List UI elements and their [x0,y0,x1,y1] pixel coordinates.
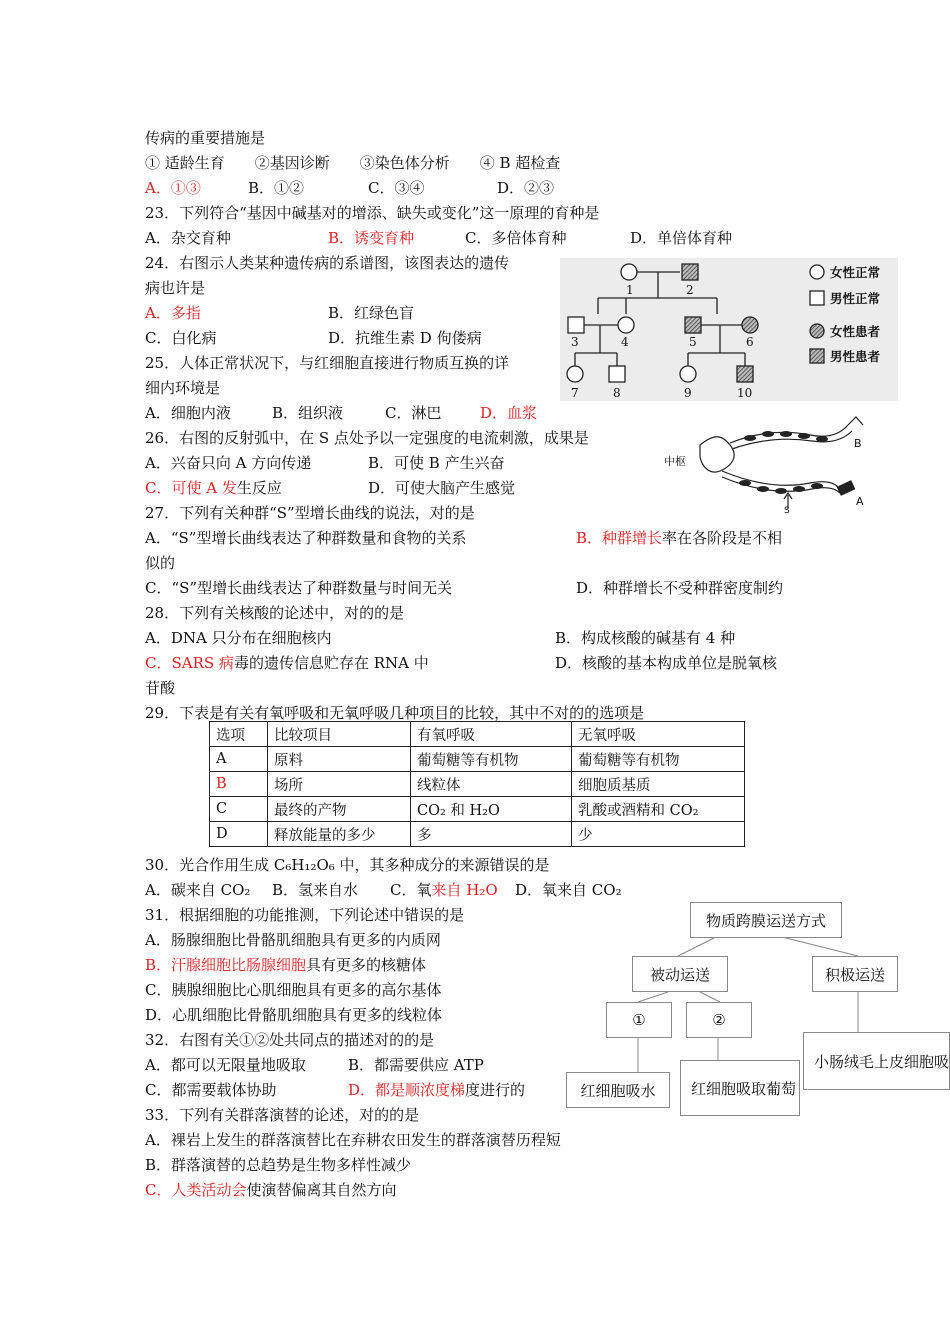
table-header-cell: 无氧呼吸 [572,722,745,747]
table-cell: 释放能量的多少 [268,822,411,847]
q24-option-b: B．红绿色盲 [328,304,415,322]
pedigree-individual-8 [609,366,625,382]
table-row [210,747,745,772]
pedigree-num-7: 7 [571,386,579,400]
q33-stem: 33．下列有关群落演替的论述，对的的是 [145,1106,420,1124]
q33-option-c-highlight: C．人类活动会 [145,1181,247,1199]
q27-option-c: C．“S”型增长曲线表达了种群数量与时间无关 [145,579,453,597]
q23-option-a: A．杂交育种 [145,229,231,247]
q28-option-a: A．DNA 只分布在细胞核内 [145,629,332,647]
q28-option-c-rest: 毒的遗传信息贮存在 RNA 中 [233,654,429,672]
q33-option-a: A．裸岩上发生的群落演替比在弃耕农田发生的群落演替历程短 [145,1131,561,1149]
pedigree-individual-7 [567,366,583,382]
pedigree-num-10: 10 [737,386,753,400]
q22-option-b: B．①② [248,179,305,197]
table-cell: 乳酸或酒精和 CO₂ [572,797,745,822]
table-cell: 线粒体 [411,772,572,797]
q28-stem: 28．下列有关核酸的论述中，对的的是 [145,604,405,622]
pedigree-individual-6 [742,317,758,333]
legend-female-normal: 女性正常 [830,265,881,280]
reflex-arc-diagram [660,405,870,515]
q32-stem: 32．右图有关①②处共同点的描述对的的是 [145,1031,435,1049]
q23-stem: 23．下列符合“基因中碱基对的增添、缺失或变化”这一原理的育种是 [145,204,600,222]
table-cell: 原料 [268,747,411,772]
q32-option-c: C．都需要载体协助 [145,1081,277,1099]
pedigree-num-3: 3 [571,335,579,349]
red-cell-glucose-box: 红细胞吸取葡萄 [680,1060,800,1116]
q25-stem: 25．人体正常状况下，与红细胞直接进行物质互换的详 [145,354,510,372]
q23-option-b: B．诱变育种 [328,229,415,247]
q28-option-c-highlight: C．SARS 病 [145,654,234,672]
table-header-cell: 比较项目 [268,722,411,747]
q22-option-a: A．①③ [145,179,201,197]
pedigree-individual-3 [568,317,584,333]
q30-option-a: A．碳来自 CO₂ [145,881,251,899]
q30-option-c-prefix: C．氧 [390,881,432,899]
q26-option-d: D．可使大脑产生感觉 [368,479,516,497]
q31-option-a: A．肠腺细胞比骨骼肌细胞具有更多的内质网 [145,931,441,949]
q27-option-b-cont: 似的 [145,554,176,572]
q27-option-b-rest: 率在各阶段是不相 [662,529,783,547]
q29-stem: 29．下表是有关有氧呼吸和无氧呼吸几种项目的比较，其中不对的的选项是 [145,704,645,722]
passive-transport-box: 被动运送 [632,956,728,992]
table-row [210,797,745,822]
q26-stem: 26．右图的反射弧中，在 S 点处予以一定强度的电流刺激，成果是 [145,429,589,447]
pedigree-num-8: 8 [613,386,621,400]
q27-option-a: A．“S”型增长曲线表达了种群数量和食物的关系 [145,529,467,547]
table-cell: 多 [411,822,572,847]
q30-option-c [390,880,498,900]
q24-option-a: A．多指 [145,304,201,322]
q31-option-b [145,955,426,975]
q24-option-c: C．白化病 [145,329,217,347]
table-cell: 葡萄糖等有机物 [572,747,745,772]
q27-stem: 27．下列有关种群“S”型增长曲线的说法，对的是 [145,504,475,522]
reflex-a-label: A [856,495,864,508]
pedigree-chart [560,258,898,401]
q26-option-b: B．可使 B 产生兴奋 [368,454,505,472]
table-cell: 少 [572,822,745,847]
pedigree-num-5: 5 [689,335,697,349]
q32-option-d-rest: 度进行的 [465,1081,526,1099]
q32-option-d-highlight: D．都是顺浓度梯 [348,1081,466,1099]
q30-option-d: D．氧来自 CO₂ [515,881,622,899]
table-cell: 细胞质基质 [572,772,745,797]
table-cell: D [210,822,268,847]
q27-option-b-highlight: B．种群增长 [576,529,663,547]
q31-stem: 31．根据细胞的功能推测，下列论述中错误的是 [145,906,465,924]
table-row [210,772,745,797]
legend-female-affected: 女性患者 [830,324,881,339]
table-cell: C [210,797,268,822]
q25-option-a: A．细胞内液 [145,404,231,422]
transport-root-box: 物质跨膜运送方式 [690,902,842,938]
table-cell: B [210,772,268,797]
table-cell: A [210,747,268,772]
q25-stem-cont: 细内环境是 [145,379,221,397]
q32-option-d [348,1080,525,1100]
reflex-s-label: S [784,506,790,515]
pedigree-individual-1 [621,264,637,280]
table-cell: 场所 [268,772,411,797]
pedigree-individual-9 [680,366,696,382]
q27-option-d: D．种群增长不受种群密度制约 [576,579,784,597]
q24-stem-cont: 病也许是 [145,279,206,297]
q32-option-b: B．都需要供应 ATP [348,1056,484,1074]
reflex-center-label: 中枢 [664,455,686,468]
q24-stem: 24．右图示人类某种遗传病的系谱图，该图表达的遗传 [145,254,510,272]
q23-option-d: D．单倍体育种 [630,229,733,247]
table-header-row [210,722,745,747]
pedigree-individual-5 [685,317,701,333]
q28-option-b: B．构成核酸的碱基有 4 种 [555,629,736,647]
q25-option-c: C．淋巴 [385,404,442,422]
reflex-b-label: B [854,437,862,450]
table-header-cell: 有氧呼吸 [411,722,572,747]
pedigree-num-9: 9 [684,386,692,400]
intestinal-cell-box: 小肠绒毛上皮细胞吸 [803,1032,950,1090]
q26-option-c-rest: 生反应 [236,479,282,497]
circle-one-box: ① [606,1002,672,1038]
pedigree-num-4: 4 [621,335,629,349]
pedigree-num-6: 6 [746,335,754,349]
q23-option-c: C．多倍体育种 [465,229,567,247]
q33-option-c [145,1180,397,1200]
red-cell-water-box: 红细胞吸水 [566,1072,670,1108]
pedigree-individual-10 [737,366,753,382]
active-transport-box: 积极运送 [812,956,898,992]
table-cell: 最终的产物 [268,797,411,822]
legend-male-affected: 男性患者 [830,349,881,364]
q25-option-b: B．组织液 [272,404,344,422]
q25-option-d: D．血浆 [480,404,538,422]
legend-male-normal: 男性正常 [830,291,881,306]
q31-option-c: C．胰腺细胞比心肌细胞具有更多的高尔基体 [145,981,442,999]
q30-stem: 30．光合作用生成 C₆H₁₂O₆ 中，其多种成分的来源错误的是 [145,856,550,874]
pedigree-num-1: 1 [626,283,634,297]
table-row [210,822,745,847]
table-cell: CO₂ 和 H₂O [411,797,572,822]
table-header-cell: 选项 [210,722,268,747]
q32-option-a: A．都可以无限量地吸取 [145,1056,306,1074]
pedigree-num-2: 2 [686,283,694,297]
table-cell: 葡萄糖等有机物 [411,747,572,772]
q24-option-d: D．抗维生素 D 佝偻病 [328,329,482,347]
pedigree-individual-4 [618,317,634,333]
q30-option-b: B．氢来自水 [272,881,359,899]
q28-option-d-cont: 苷酸 [145,679,176,697]
q26-option-c-highlight: C．可使 A 发 [145,479,237,497]
q28-option-d: D．核酸的基本构成单位是脱氧核 [555,654,778,672]
q33-option-b: B．群落演替的总趋势是生物多样性减少 [145,1156,412,1174]
q22-stem-tail: 传病的重要措施是 [145,129,266,147]
q22-option-c: C．③④ [368,179,425,197]
q31-option-d: D．心肌细胞比骨骼肌细胞具有更多的线粒体 [145,1006,443,1024]
q26-option-a: A．兴奋只向 A 方向传递 [145,454,312,472]
q31-option-b-highlight: B．汗腺细胞比肠腺细胞 [145,956,307,974]
q22-numbered-items: ① 适龄生育 ②基因诊断 ③染色体分析 ④ B 超检查 [145,154,561,172]
q28-option-c [145,653,429,673]
respiration-comparison-table [209,721,745,847]
q31-option-b-rest: 具有更多的核糖体 [306,956,427,974]
q22-option-d: D．②③ [497,179,555,197]
circle-two-box: ② [686,1002,752,1038]
q30-option-c-highlight: 来自 H₂O [431,881,498,899]
pedigree-individual-2 [682,264,698,280]
q26-option-c [145,478,282,498]
q27-option-b [576,528,782,548]
q33-option-c-rest: 使演替偏离其自然方向 [246,1181,397,1199]
